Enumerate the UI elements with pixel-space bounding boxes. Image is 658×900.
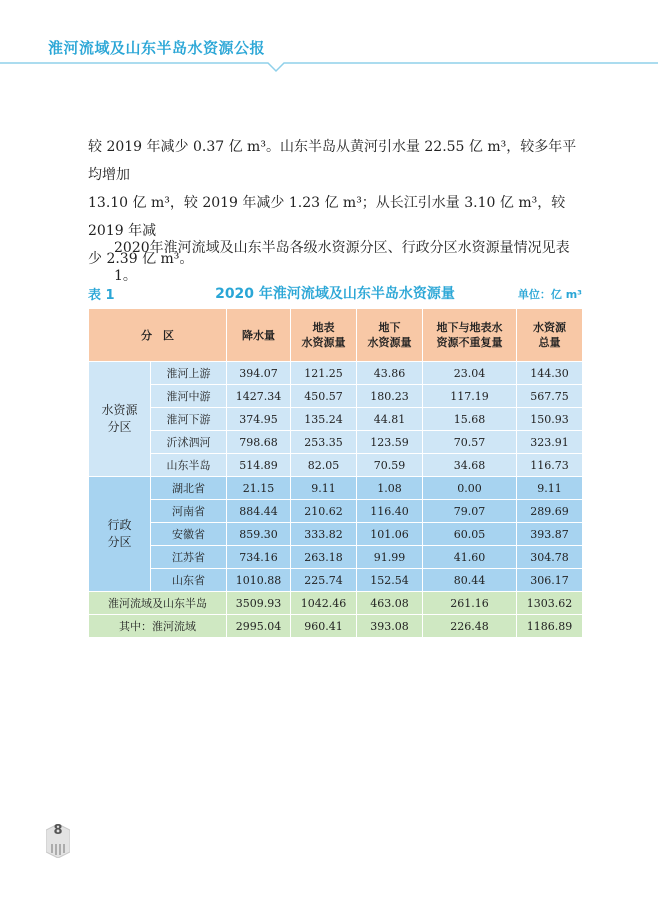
table-row: [89, 454, 583, 477]
table-cell: 1303.62: [517, 592, 583, 615]
row-label-cell: 淮河上游: [151, 362, 227, 385]
table-cell: 9.11: [517, 477, 583, 500]
table-row: [89, 362, 583, 385]
table-header-cell: 地表 水资源量: [291, 309, 357, 362]
header-rule: [0, 0, 658, 80]
table-title: 2020 年淮河流域及山东半岛水资源量: [215, 286, 455, 302]
paragraph-1-line-1: 较 2019 年减少 0.37 亿 m³。山东半岛从黄河引水量 22.55 亿 m³，较多年平均增加: [88, 139, 577, 183]
table-cell: 463.08: [357, 592, 423, 615]
table-cell: 226.48: [423, 615, 517, 638]
row-label-cell: 湖北省: [151, 477, 227, 500]
paragraph-1-line-3: 少 2.39 亿 m³。: [88, 251, 194, 267]
table-cell: 514.89: [227, 454, 291, 477]
running-header-title: 淮河流域及山东半岛水资源公报: [48, 39, 266, 57]
table-cell: 0.00: [423, 477, 517, 500]
table-row: [89, 431, 583, 454]
table-header-cell: 地下 水资源量: [357, 309, 423, 362]
table-cell: 333.82: [291, 523, 357, 546]
table-cell: 1186.89: [517, 615, 583, 638]
table-cell: 43.86: [357, 362, 423, 385]
table-cell: 21.15: [227, 477, 291, 500]
table-row: [89, 523, 583, 546]
paragraph-1-line-2: 13.10 亿 m³，较 2019 年减少 1.23 亿 m³；从长江引水量 3.10 亿 m³，较 2019 年减: [88, 195, 566, 239]
row-label-cell: 山东半岛: [151, 454, 227, 477]
table-cell: 144.30: [517, 362, 583, 385]
table-cell: 1042.46: [291, 592, 357, 615]
table-cell: 374.95: [227, 408, 291, 431]
table-cell: 884.44: [227, 500, 291, 523]
table-cell: 152.54: [357, 569, 423, 592]
table-cell: 450.57: [291, 385, 357, 408]
table-cell: 121.25: [291, 362, 357, 385]
table-cell: 304.78: [517, 546, 583, 569]
table-cell: 15.68: [423, 408, 517, 431]
table-caption: [88, 282, 582, 304]
total-row: [89, 615, 583, 638]
row-label-cell: 淮河中游: [151, 385, 227, 408]
table-cell: 82.05: [291, 454, 357, 477]
table-cell: 798.68: [227, 431, 291, 454]
table-header-cell: 地下与地表水 资源不重复量: [423, 309, 517, 362]
total-row: [89, 592, 583, 615]
table-cell: 323.91: [517, 431, 583, 454]
table-cell: 41.60: [423, 546, 517, 569]
table-row: [89, 500, 583, 523]
table-unit: 单位：亿 m³: [517, 288, 582, 301]
row-group-label: 行政 分区: [89, 477, 151, 592]
table-cell: 393.08: [357, 615, 423, 638]
table-cell: 9.11: [291, 477, 357, 500]
table-cell: 80.44: [423, 569, 517, 592]
table-row: [89, 569, 583, 592]
table-cell: 117.19: [423, 385, 517, 408]
table-cell: 734.16: [227, 546, 291, 569]
table-row: [89, 408, 583, 431]
table-cell: 1427.34: [227, 385, 291, 408]
table-cell: 116.73: [517, 454, 583, 477]
table-cell: 135.24: [291, 408, 357, 431]
table-row: [89, 385, 583, 408]
table-cell: 23.04: [423, 362, 517, 385]
table-cell: 306.17: [517, 569, 583, 592]
table-number: 表 1: [88, 288, 115, 303]
row-label-cell: 河南省: [151, 500, 227, 523]
table-cell: 91.99: [357, 546, 423, 569]
row-label-cell: 淮河下游: [151, 408, 227, 431]
table-cell: 70.59: [357, 454, 423, 477]
table-cell: 2995.04: [227, 615, 291, 638]
table-cell: 180.23: [357, 385, 423, 408]
table-cell: 101.06: [357, 523, 423, 546]
page-number: 8: [53, 823, 63, 838]
paragraph-2: 2020年淮河流域及山东半岛各级水资源分区、行政分区水资源量情况见表 1。: [114, 240, 570, 284]
table-cell: 567.75: [517, 385, 583, 408]
table-cell: 79.07: [423, 500, 517, 523]
table-row: [89, 546, 583, 569]
table-cell: 394.07: [227, 362, 291, 385]
table-header-row: [89, 309, 583, 362]
table-cell: 34.68: [423, 454, 517, 477]
table-cell: 289.69: [517, 500, 583, 523]
water-resources-table: [88, 308, 583, 638]
table-cell: 393.87: [517, 523, 583, 546]
table-cell: 3509.93: [227, 592, 291, 615]
total-label-cell: 淮河流域及山东半岛: [89, 592, 227, 615]
table-cell: 261.16: [423, 592, 517, 615]
table-cell: 70.57: [423, 431, 517, 454]
table-header-cell: 降水量: [227, 309, 291, 362]
table-cell: 263.18: [291, 546, 357, 569]
table-header-cell: 水资源 总量: [517, 309, 583, 362]
table-cell: 960.41: [291, 615, 357, 638]
row-label-cell: 安徽省: [151, 523, 227, 546]
table-cell: 253.35: [291, 431, 357, 454]
table-row: [89, 477, 583, 500]
total-label-cell: 其中：淮河流域: [89, 615, 227, 638]
table-cell: 150.93: [517, 408, 583, 431]
table-cell: 225.74: [291, 569, 357, 592]
table-cell: 1.08: [357, 477, 423, 500]
table-cell: 1010.88: [227, 569, 291, 592]
table-cell: 60.05: [423, 523, 517, 546]
row-label-cell: 江苏省: [151, 546, 227, 569]
row-group-label: 水资源 分区: [89, 362, 151, 477]
row-label-cell: 山东省: [151, 569, 227, 592]
table-cell: 44.81: [357, 408, 423, 431]
table-cell: 116.40: [357, 500, 423, 523]
table-cell: 859.30: [227, 523, 291, 546]
table-header-cell: 分 区: [89, 309, 227, 362]
table-cell: 123.59: [357, 431, 423, 454]
row-label-cell: 沂沭泗河: [151, 431, 227, 454]
table-cell: 210.62: [291, 500, 357, 523]
